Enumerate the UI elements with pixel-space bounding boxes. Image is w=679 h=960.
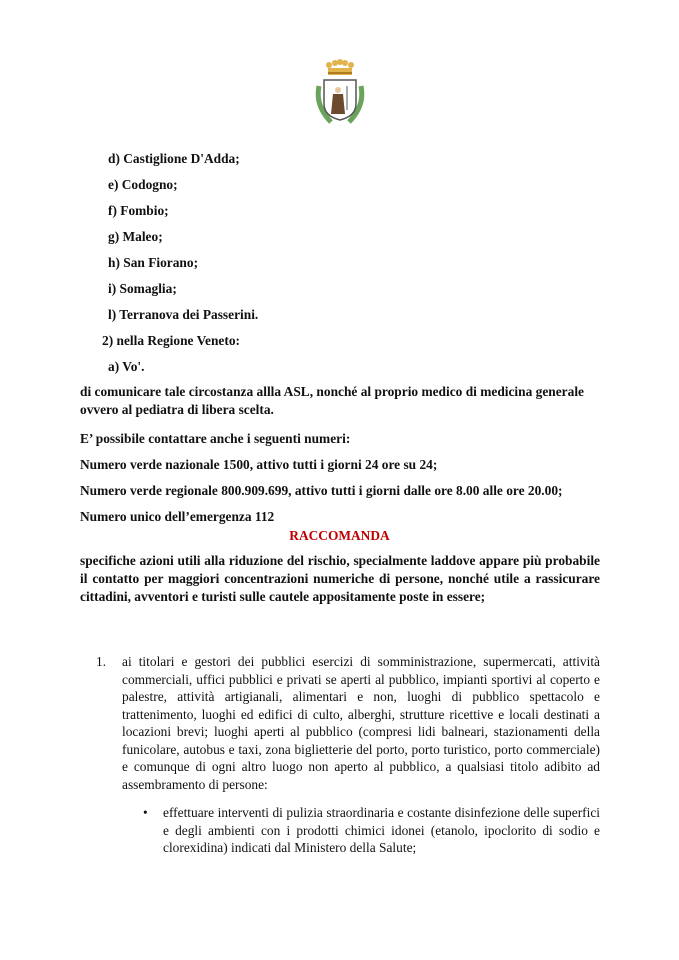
- municipality-item: a) Vo'.: [108, 359, 145, 374]
- list-number: 1.: [96, 654, 107, 669]
- contacts-intro: E’ possibile contattare anche i seguenti numeri:: [80, 431, 351, 446]
- bullet-item-text: effettuare interventi di pulizia straordinaria e costante disinfezione delle superfici e degli ambienti con i prodotti chimici idonei (etanolo, ipoclorito di sodio e clorexidina) indicati dal Ministero della Salute;: [163, 805, 600, 855]
- municipality-item: l) Terranova dei Passerini.: [108, 307, 259, 322]
- municipal-coat-of-arms-icon: [313, 56, 367, 128]
- municipality-item: h) San Fiorano;: [108, 255, 199, 270]
- contact-emergency: Numero unico dell’emergenza 112: [80, 509, 275, 524]
- municipality-item: f) Fombio;: [108, 203, 169, 218]
- communicate-line: ovvero al pediatra di libera scelta.: [80, 402, 274, 417]
- municipality-item: g) Maleo;: [108, 229, 163, 244]
- contact-regional: Numero verde regionale 800.909.699, attivo tutti i giorni dalle ore 8.00 alle ore 20.00;: [80, 483, 563, 498]
- contact-national: Numero verde nazionale 1500, attivo tutti i giorni 24 ore su 24;: [80, 457, 438, 472]
- numbered-item-text: ai titolari e gestori dei pubblici esercizi di somministrazione, supermercati, attività commerciali, uffici pubblici e privati se aperti al pubblico, impianti sportivi al coperto e palestre, attività artigianali, alimentari e non, luoghi di pubblico spettacolo e trattenimento, luoghi ed edifici di culto, alberghi, strutture ricettive e locali destinati a locazioni brevi; luoghi aperti al pubblico (compresi lidi balneari, stazionamenti della funicolare, autobus e taxi, zona biglietterie del porto, porto turistico, porto commerciale) e comunque di ogni altro luogo non aperto al pubblico, a qualsiasi titolo adibito ad assembramento di persone:: [122, 654, 600, 792]
- municipality-item: i) Somaglia;: [108, 281, 177, 296]
- recommend-body: [80, 552, 600, 606]
- numbered-item: [96, 653, 600, 793]
- recommend-body-text: specifiche azioni utili alla riduzione del rischio, specialmente laddove appare più probabile il contatto per maggiori concentrazioni numeriche di persone, nonché utile a rassicurare cittadini, avventori e turisti sulle cautele appositamente poste in essere;: [80, 553, 600, 604]
- bullet-icon: •: [143, 805, 148, 820]
- bullet-item: [143, 804, 600, 857]
- communicate-line: di comunicare tale circostanza allla ASL, nonché al proprio medico di medicina generale: [80, 384, 584, 399]
- section-title-raccomanda: RACCOMANDA: [289, 528, 390, 543]
- municipality-item: e) Codogno;: [108, 177, 178, 192]
- municipality-item: d) Castiglione D'Adda;: [108, 151, 240, 166]
- region-heading: 2) nella Regione Veneto:: [102, 333, 240, 348]
